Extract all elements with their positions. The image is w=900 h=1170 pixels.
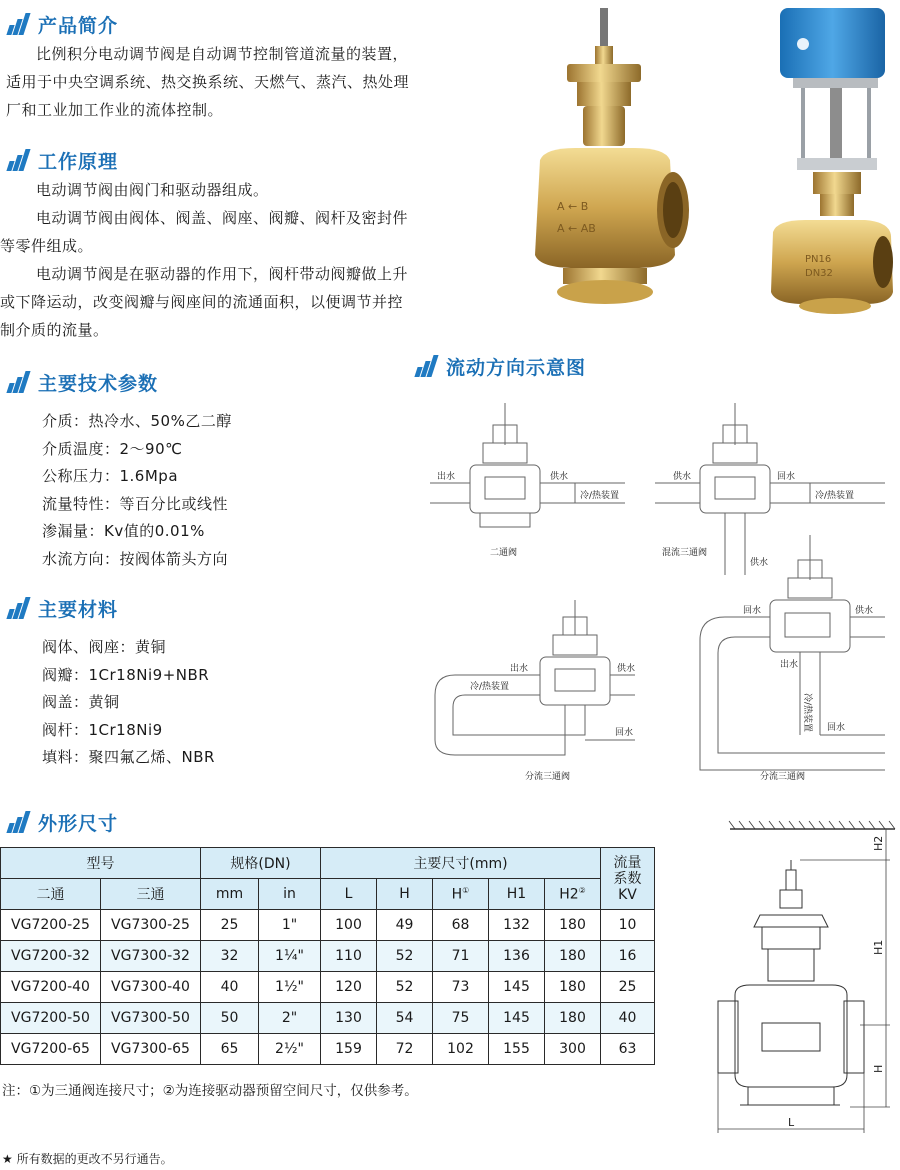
text-line: 适用于中央空调系统、热交换系统、天燃气、蒸汽、热处理 (6, 73, 410, 91)
header-model: 型号 (1, 848, 201, 879)
cell: 1¼" (259, 941, 321, 972)
cell: 136 (489, 941, 545, 972)
text-line: 制介质的流量。 (0, 321, 109, 339)
flow-label: 供水 (673, 472, 692, 482)
cell: 40 (601, 1003, 655, 1034)
valve-marking: DN32 (805, 268, 833, 279)
valve-marking: PN16 (805, 254, 832, 265)
table-subheader-row (1, 879, 655, 910)
section-bullet-icon (4, 371, 30, 393)
product-photos (505, 0, 900, 320)
cell: 32 (201, 941, 259, 972)
flow-label: 回水 (743, 606, 762, 616)
subheader-two-way: 二通 (1, 879, 101, 910)
section-materials-header (4, 594, 118, 622)
table-row (1, 910, 655, 941)
valve-photo-bare (535, 8, 689, 304)
section-flow-header (412, 352, 586, 380)
flow-label: 出水 (510, 664, 529, 674)
materials-list (42, 634, 215, 772)
section-intro-header (4, 10, 118, 38)
table-row (1, 1003, 655, 1034)
text-line: 厂和工业加工作业的流体控制。 (6, 101, 224, 119)
valve-marking: A ← B (557, 200, 589, 213)
valve-marking: A ← AB (557, 222, 596, 235)
subheader-H-prime-label: H (451, 886, 463, 903)
footer-disclaimer: ★ 所有数据的更改不另行通告。 (2, 1152, 173, 1166)
section-title: 工作原理 (38, 150, 119, 173)
cell: VG7300-25 (101, 910, 201, 941)
superscript-1: ① (462, 885, 470, 895)
cell: VG7300-32 (101, 941, 201, 972)
dimension-drawing (710, 815, 900, 1145)
valve-photo-actuator (771, 8, 893, 314)
flow-label: 冷/热装置 (802, 693, 812, 733)
flow-label: 供水 (550, 472, 569, 482)
table-header-row (1, 848, 655, 879)
cell: 180 (545, 941, 601, 972)
cell: 155 (489, 1034, 545, 1065)
cell: 52 (377, 972, 433, 1003)
cell: 52 (377, 941, 433, 972)
flow-caption: 混流三通阀 (662, 548, 708, 558)
cell: 54 (377, 1003, 433, 1034)
cell: 65 (201, 1034, 259, 1065)
flow-diagram-diverting-2 (700, 535, 885, 770)
header-spec: 规格(DN) (201, 848, 321, 879)
param-item: 介质温度：2～90℃ (42, 439, 183, 458)
cell: 16 (601, 941, 655, 972)
material-item: 阀体、阀座：黄铜 (42, 638, 167, 656)
params-list (42, 408, 232, 573)
cell: 73 (433, 972, 489, 1003)
cell: 145 (489, 972, 545, 1003)
section-bullet-icon (412, 355, 438, 377)
param-item: 水流方向：按阀体箭头方向 (42, 549, 229, 568)
cell: VG7300-65 (101, 1034, 201, 1065)
cell: 63 (601, 1034, 655, 1065)
cell: 180 (545, 972, 601, 1003)
section-title: 外形尺寸 (38, 812, 119, 835)
text-line: 比例积分电动调节阀是自动调节控制管道流量的装置， (36, 45, 409, 63)
section-bullet-icon (4, 811, 30, 833)
flow-label: 冷/热装置 (815, 491, 855, 501)
subheader-H2-label: H2 (559, 886, 579, 903)
dim-label-L: L (788, 1116, 795, 1129)
section-bullet-icon (4, 149, 30, 171)
cell: 25 (201, 910, 259, 941)
flow-label: 冷/热装置 (580, 491, 620, 501)
flow-caption: 二通阀 (490, 548, 518, 558)
cell: VG7200-25 (1, 910, 101, 941)
dimensions-table (0, 847, 655, 1065)
flow-diagram-two-way (430, 403, 625, 527)
subheader-H: H (377, 879, 433, 910)
cell: 75 (433, 1003, 489, 1034)
material-item: 阀瓣：1Cr18Ni9+NBR (42, 665, 210, 684)
cell: 180 (545, 910, 601, 941)
cell: 25 (601, 972, 655, 1003)
cell: VG7200-32 (1, 941, 101, 972)
cell: 1½" (259, 972, 321, 1003)
material-item: 阀盖：黄铜 (42, 693, 120, 711)
cell: VG7200-65 (1, 1034, 101, 1065)
subheader-in: in (259, 879, 321, 910)
cell: 110 (321, 941, 377, 972)
section-title: 产品简介 (38, 14, 119, 37)
cell: 2½" (259, 1034, 321, 1065)
flow-label: 出水 (437, 472, 456, 482)
cell: 120 (321, 972, 377, 1003)
header-kv: 流量系数KV (601, 848, 655, 910)
cell: 68 (433, 910, 489, 941)
flow-caption: 分流三通阀 (525, 772, 571, 782)
flow-label: 回水 (827, 723, 846, 733)
flow-caption: 分流三通阀 (760, 772, 806, 782)
cell: VG7300-40 (101, 972, 201, 1003)
text-line: 电动调节阀由阀体、阀盖、阀座、阀瓣、阀杆及密封件 (36, 209, 409, 227)
section-principle-header (4, 146, 118, 174)
cell: 1" (259, 910, 321, 941)
flow-label: 供水 (855, 606, 874, 616)
intro-paragraph (6, 40, 456, 124)
dim-label-H2: H2 (872, 835, 885, 851)
section-title: 主要技术参数 (38, 372, 159, 395)
table-row (1, 1034, 655, 1065)
cell: 2" (259, 1003, 321, 1034)
flow-diagram-diverting-1 (435, 600, 635, 755)
cell: 72 (377, 1034, 433, 1065)
param-item: 渗漏量：Kv值的0.01% (42, 522, 205, 540)
cell: 49 (377, 910, 433, 941)
section-title: 流动方向示意图 (446, 356, 587, 379)
cell: 180 (545, 1003, 601, 1034)
cell: 300 (545, 1034, 601, 1065)
cell: 71 (433, 941, 489, 972)
subheader-H1: H1 (489, 879, 545, 910)
subheader-mm: mm (201, 879, 259, 910)
table-note: 注：①为三通阀连接尺寸；②为连接驱动器预留空间尺寸，仅供参考。 (2, 1083, 418, 1099)
cell: 50 (201, 1003, 259, 1034)
cell: 132 (489, 910, 545, 941)
flow-label: 供水 (617, 664, 636, 674)
flow-label: 供水 (750, 558, 769, 568)
flow-label: 回水 (615, 728, 634, 738)
cell: 102 (433, 1034, 489, 1065)
cell: 159 (321, 1034, 377, 1065)
material-item: 阀杆：1Cr18Ni9 (42, 720, 163, 739)
cell: VG7200-40 (1, 972, 101, 1003)
cell: 10 (601, 910, 655, 941)
subheader-H2 (545, 879, 601, 910)
cell: 145 (489, 1003, 545, 1034)
cell: 100 (321, 910, 377, 941)
cell: 40 (201, 972, 259, 1003)
material-item: 填料：聚四氟乙烯、NBR (42, 748, 215, 766)
header-main-dims: 主要尺寸(mm) (321, 848, 601, 879)
section-dimensions-header (4, 808, 118, 836)
subheader-three-way: 三通 (101, 879, 201, 910)
section-bullet-icon (4, 597, 30, 619)
dim-label-H1: H1 (872, 939, 885, 955)
text-line: 等零件组成。 (0, 237, 94, 255)
superscript-2: ② (578, 885, 586, 895)
text-line: 电动调节阀由阀门和驱动器组成。 (36, 181, 269, 199)
text-line: 或下降运动，改变阀瓣与阀座间的流通面积，以便调节并控 (0, 293, 404, 311)
flow-label: 出水 (780, 660, 799, 670)
cell: VG7200-50 (1, 1003, 101, 1034)
section-params-header (4, 368, 158, 396)
flow-label: 冷/热装置 (470, 682, 510, 692)
table-row (1, 941, 655, 972)
principle-paragraph (0, 176, 460, 344)
param-item: 公称压力：1.6Mpa (42, 467, 179, 485)
subheader-H-prime (433, 879, 489, 910)
flow-label: 回水 (777, 472, 796, 482)
table-row (1, 972, 655, 1003)
subheader-L: L (321, 879, 377, 910)
section-bullet-icon (4, 13, 30, 35)
param-item: 流量特性：等百分比或线性 (42, 494, 229, 513)
section-title: 主要材料 (38, 598, 119, 621)
text-line: 电动调节阀是在驱动器的作用下，阀杆带动阀瓣做上升 (36, 265, 409, 283)
flow-diagrams (425, 395, 895, 795)
dim-label-H: H (872, 1064, 885, 1073)
param-item: 介质：热冷水、50%乙二醇 (42, 412, 232, 430)
cell: VG7300-50 (101, 1003, 201, 1034)
cell: 130 (321, 1003, 377, 1034)
